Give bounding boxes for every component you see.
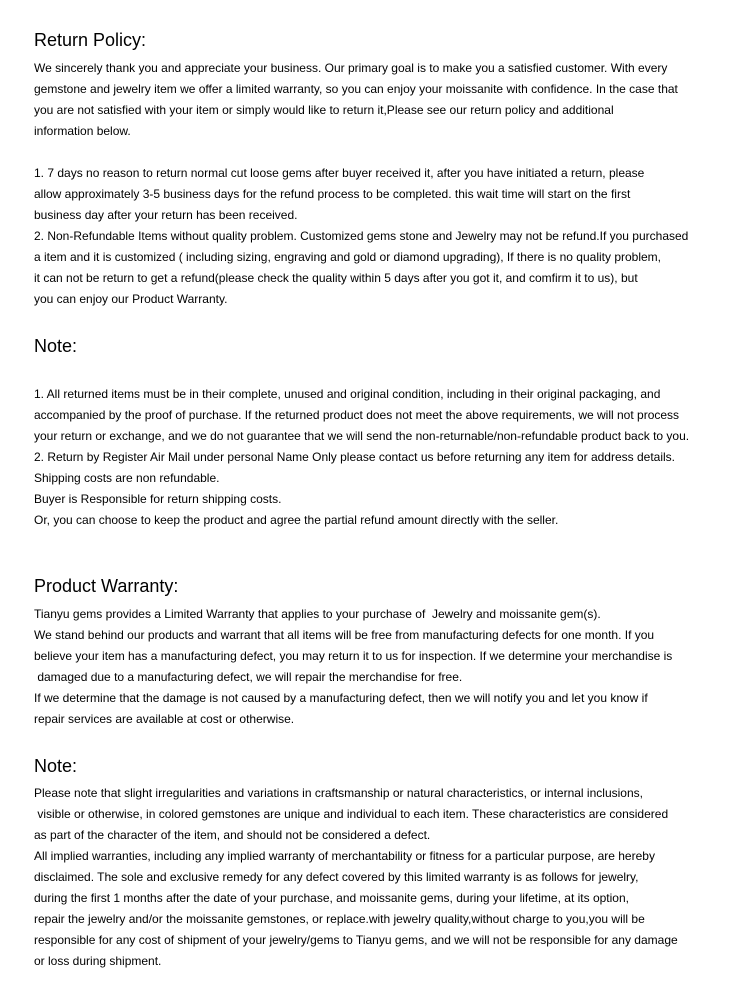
return-policy-item-line: 1. 7 days no reason to return normal cut loose gems after buyer received it, after you have initiated a return, please xyxy=(34,166,645,180)
note-line: visible or otherwise, in colored gemstones are unique and individual to each item. These characteristics are considered xyxy=(34,807,669,821)
note-line: repair the jewelry and/or the moissanite gemstones, or replace.with jewelry quality,without charge to you,you will be xyxy=(34,912,645,926)
return-policy-item-line: 2. Non-Refundable Items without quality problem. Customized gems stone and Jewelry may not be refund.If you purchased xyxy=(34,229,689,243)
note-heading: Note: xyxy=(34,336,78,356)
note-line: or loss during shipment. xyxy=(34,954,162,968)
return-policy-intro-line: information below. xyxy=(34,124,131,138)
return-policy-item-line: a item and it is customized ( including sizing, engraving and gold or diamond upgrading), If there is no quality problem, xyxy=(34,250,662,264)
note-line: Buyer is Responsible for return shipping costs. xyxy=(34,492,282,506)
warranty-line: Tianyu gems provides a Limited Warranty that applies to your purchase of Jewelry and moissanite gem(s). xyxy=(34,607,601,621)
warranty-line: damaged due to a manufacturing defect, we will repair the merchandise for free. xyxy=(34,670,463,684)
return-policy-item-line: business day after your return has been received. xyxy=(34,208,298,222)
return-policy-intro-line: gemstone and jewelry item we offer a limited warranty, so you can enjoy your moissanite with confidence. In the case that xyxy=(34,82,678,96)
note-line: Please note that slight irregularities and variations in craftsmanship or natural characteristics, or internal inclusions, xyxy=(34,786,643,800)
note-line: responsible for any cost of shipment of your jewelry/gems to Tianyu gems, and we will not be responsible for any damage xyxy=(34,933,678,947)
return-policy-intro-line: We sincerely thank you and appreciate your business. Our primary goal is to make you a satisfied customer. With every xyxy=(34,61,668,75)
note-line: accompanied by the proof of purchase. If the returned product does not meet the above requirements, we will not process xyxy=(34,408,680,422)
note-heading: Note: xyxy=(34,756,78,776)
return-policy-item-line: allow approximately 3-5 business days for the refund process to be completed. this wait time will start on the first xyxy=(34,187,631,201)
warranty-line: If we determine that the damage is not caused by a manufacturing defect, then we will notify you and let you know if xyxy=(34,691,648,705)
return-policy-intro-line: you are not satisfied with your item or simply would like to return it,Please see our return policy and additional xyxy=(34,103,614,117)
note-line: Shipping costs are non refundable. xyxy=(34,471,220,485)
product-warranty-heading: Product Warranty: xyxy=(34,576,179,596)
note-line: during the first 1 months after the date of your purchase, and moissanite gems, during your lifetime, at its option, xyxy=(34,891,629,905)
return-policy-item-line: it can not be return to get a refund(please check the quality within 5 days after you got it, and comfirm it to us), but xyxy=(34,271,638,285)
note-line: disclaimed. The sole and exclusive remedy for any defect covered by this limited warranty is as follows for jewelry, xyxy=(34,870,639,884)
note-line: All implied warranties, including any implied warranty of merchantability or fitness for a particular purpose, are hereby xyxy=(34,849,655,863)
return-policy-heading: Return Policy: xyxy=(34,30,147,50)
note-line: your return or exchange, and we do not guarantee that we will send the non-returnable/non-refundable product back to you. xyxy=(34,429,690,443)
warranty-line: We stand behind our products and warrant that all items will be free from manufacturing defects for one month. If you xyxy=(34,628,655,642)
warranty-line: repair services are available at cost or otherwise. xyxy=(34,712,295,726)
warranty-line: believe your item has a manufacturing defect, you may return it to us for inspection. If we determine your merchandise is xyxy=(34,649,673,663)
note-line: Or, you can choose to keep the product and agree the partial refund amount directly with the seller. xyxy=(34,513,559,527)
note-line: 2. Return by Register Air Mail under personal Name Only please contact us before returning any item for address details. xyxy=(34,450,675,464)
note-line: 1. All returned items must be in their complete, unused and original condition, including in their original packaging, and xyxy=(34,387,661,401)
note-line: as part of the character of the item, and should not be considered a defect. xyxy=(34,828,431,842)
return-policy-item-line: you can enjoy our Product Warranty. xyxy=(34,292,228,306)
